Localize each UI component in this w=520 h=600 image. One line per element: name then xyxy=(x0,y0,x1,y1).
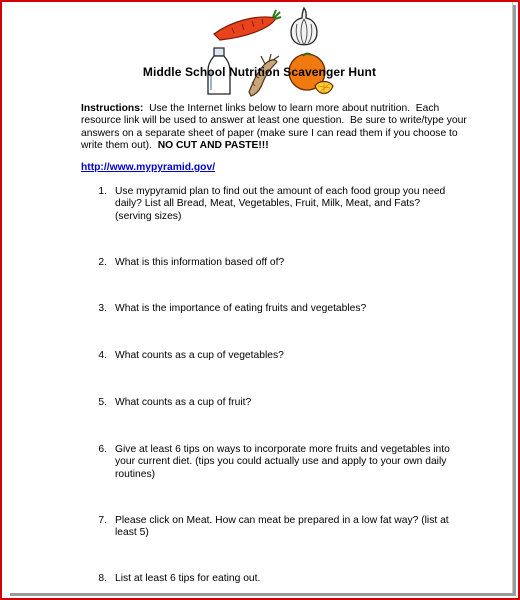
instructions-label: Instructions: xyxy=(81,103,144,114)
garlic-icon xyxy=(285,4,323,48)
question-number: 3. xyxy=(98,303,107,314)
carrot-icon xyxy=(210,8,282,44)
question-8 xyxy=(89,573,459,585)
question-5 xyxy=(89,397,459,409)
question-1 xyxy=(89,186,459,223)
question-number: 1. xyxy=(98,186,107,197)
question-4 xyxy=(89,350,459,362)
question-text: What is the importance of eating fruits and vegetables? xyxy=(115,303,367,314)
question-number: 6. xyxy=(98,444,107,455)
instructions-paragraph xyxy=(81,103,476,153)
question-text: Use mypyramid plan to find out the amount of each food group you need daily? List all Bread, Meat, Vegetables, Fruit, Milk, Meat, and Fats? (serving sizes) xyxy=(115,186,446,222)
mypyramid-link[interactable]: http://www.mypyramid.gov/ xyxy=(81,162,216,173)
question-number: 8. xyxy=(98,573,107,584)
question-text: Please click on Meat. How can meat be prepared in a low fat way? (list at least 5) xyxy=(115,515,449,539)
question-text: What counts as a cup of fruit? xyxy=(115,397,252,408)
question-number: 7. xyxy=(98,515,107,526)
question-number: 5. xyxy=(98,397,107,408)
question-6 xyxy=(89,444,459,481)
no-copy-warning: NO CUT AND PASTE!!! xyxy=(157,140,269,152)
question-2 xyxy=(89,257,459,269)
question-text: Give at least 6 tips on ways to incorporate more fruits and vegetables into your current diet. (tips you could actually use and apply to your own daily routines) xyxy=(115,444,450,480)
page-title: Middle School Nutrition Scavenger Hunt xyxy=(142,65,377,79)
question-number: 4. xyxy=(98,350,107,361)
question-number: 2. xyxy=(98,257,107,268)
question-text: What is this information based off of? xyxy=(115,257,285,268)
question-3 xyxy=(89,303,459,315)
question-text: What counts as a cup of vegetables? xyxy=(115,350,284,361)
instructions-body: Use the Internet links below to learn more about nutrition. Each resource link will be used to answer at least one question. Be sure to write/type your answers on a separate sheet of paper (make sure I can read them if you choose to write them out). xyxy=(81,103,470,152)
question-7 xyxy=(89,515,459,540)
question-text: List at least 6 tips for eating out. xyxy=(115,573,261,584)
document-page xyxy=(7,2,513,593)
